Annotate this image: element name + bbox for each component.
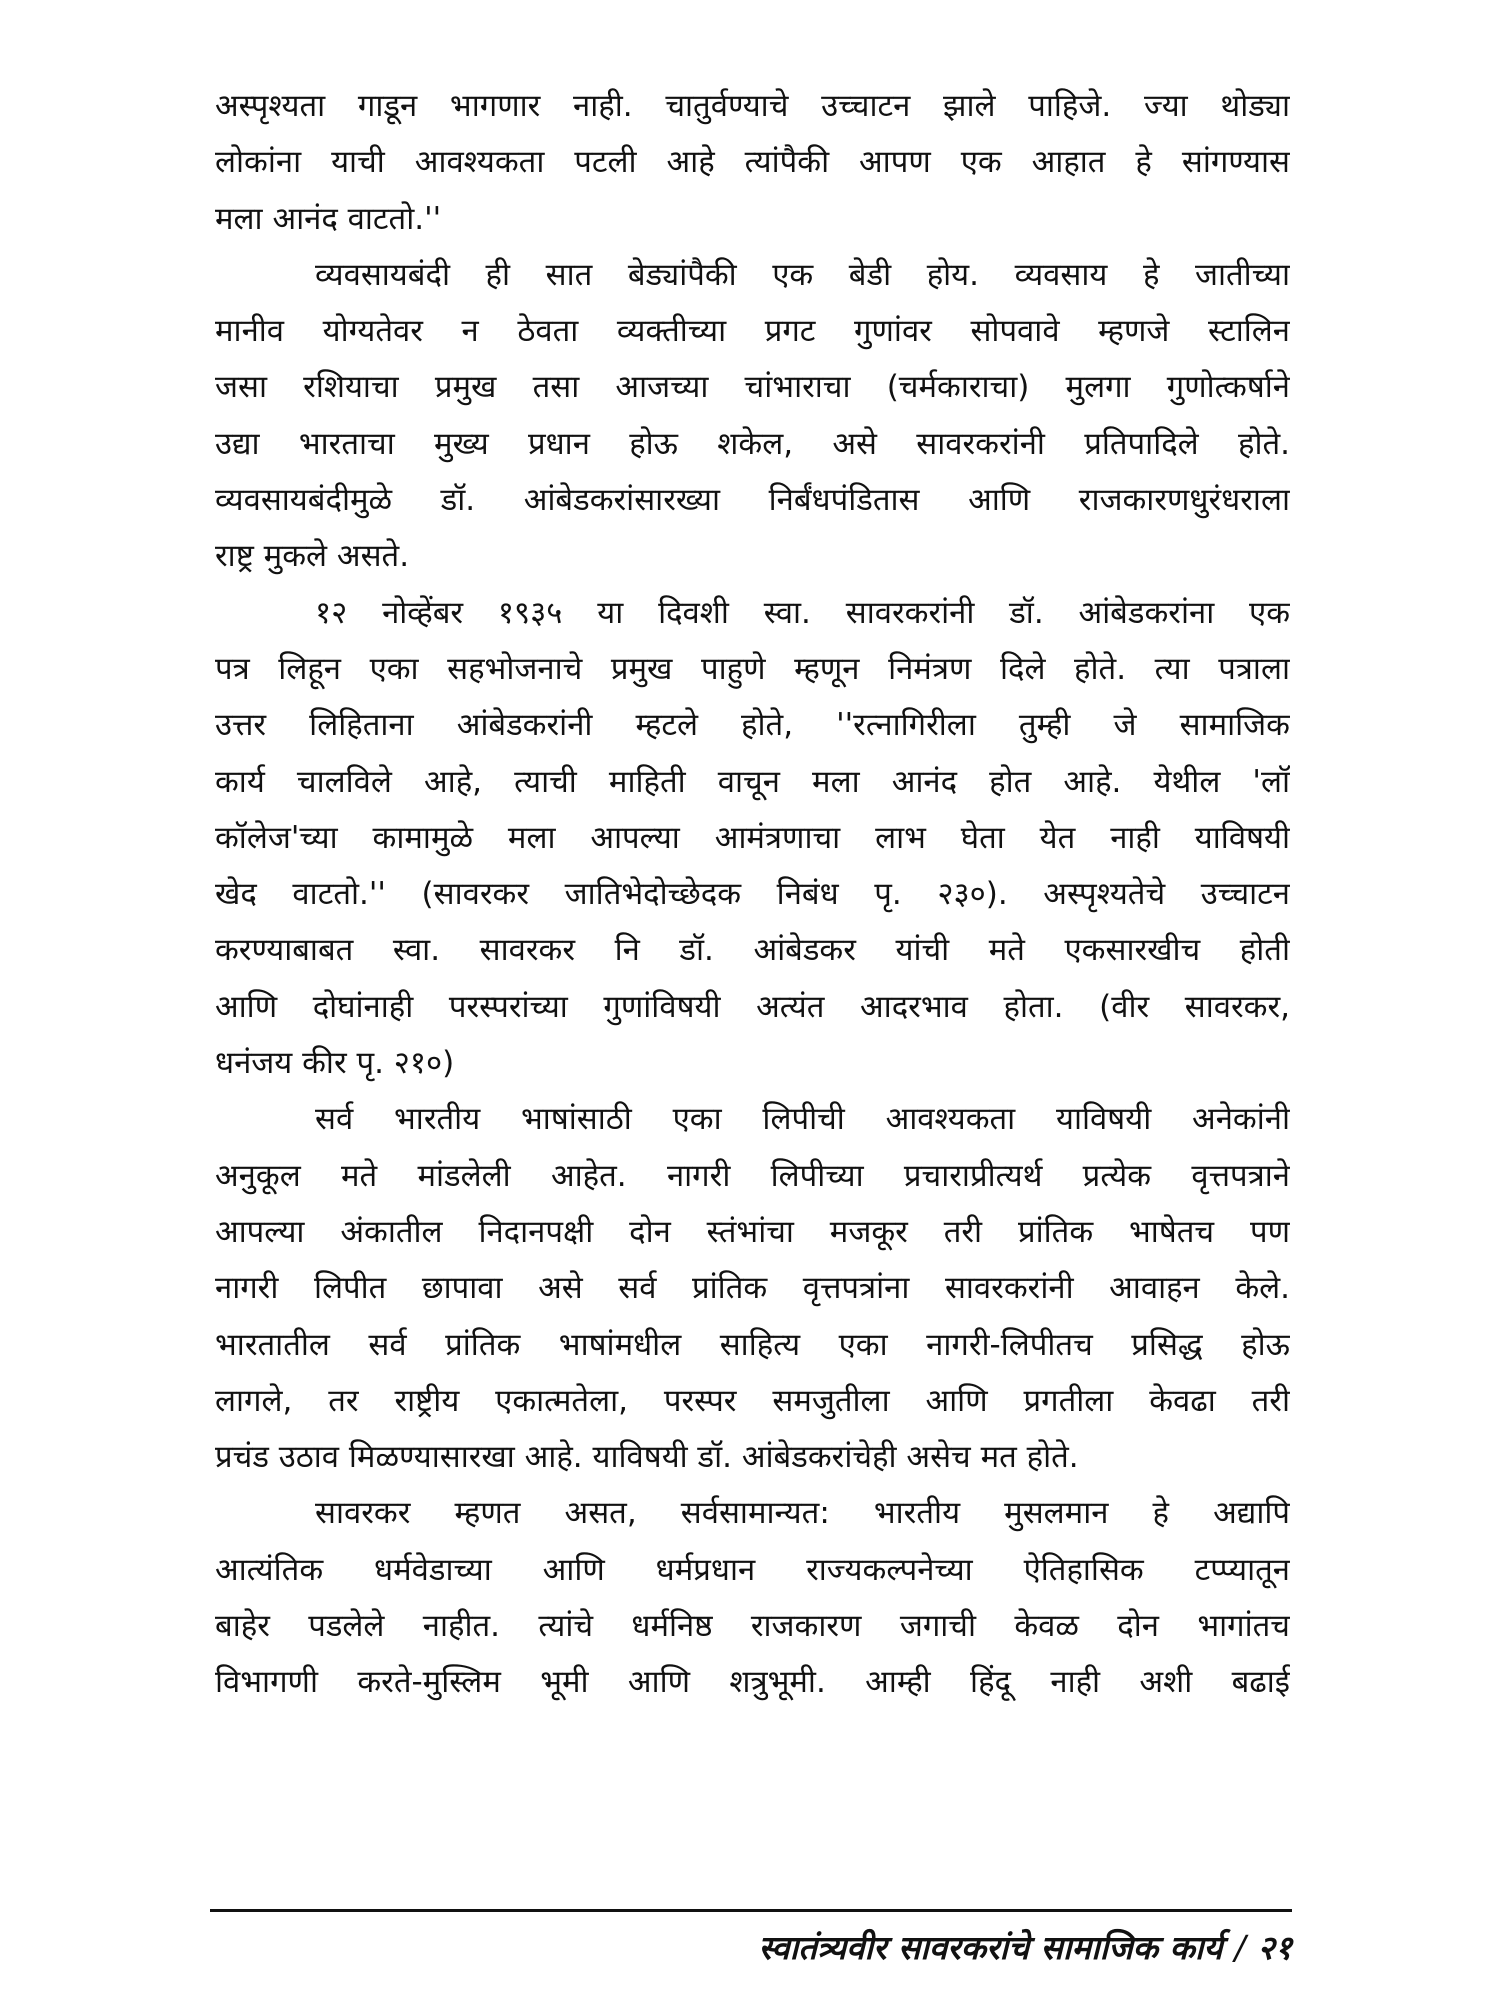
book-title: स्वातंत्र्यवीर सावरकरांचे सामाजिक कार्य: [758, 1928, 1223, 1967]
body-text: [215, 78, 1290, 1711]
text-line: बाहेर पडलेले नाहीत. त्यांचे धर्मनिष्ठ राजकारण जगाची केवळ दोन भागांतच: [215, 1608, 1290, 1645]
text-line: नागरी लिपीत छापावा असे सर्व प्रांतिक वृत्तपत्रांना सावरकरांनी आवाहन केले.: [215, 1270, 1290, 1307]
running-footer: [210, 1926, 1292, 1970]
text-line: आपल्या अंकातील निदानपक्षी दोन स्तंभांचा मजकूर तरी प्रांतिक भाषेतच पण: [215, 1213, 1290, 1250]
text-line: मानीव योग्यतेवर न ठेवता व्यक्तीच्या प्रगट गुणांवर सोपवावे म्हणजे स्टालिन: [215, 313, 1290, 350]
text-line: मला आनंद वाटतो.'': [215, 200, 442, 237]
text-line: खेद वाटतो.'' (सावरकर जातिभेदोच्छेदक निबंध पृ. २३०). अस्पृश्यतेचे उच्चाटन: [215, 876, 1290, 913]
text-line: आत्यंतिक धर्मवेडाच्या आणि धर्मप्रधान राज्यकल्पनेच्या ऐतिहासिक टप्प्यातून: [215, 1551, 1290, 1588]
text-line: करण्याबाबत स्वा. सावरकर नि डॉ. आंबेडकर यांची मते एकसारखीच होती: [215, 932, 1290, 969]
text-line: अस्पृश्यता गाडून भागणार नाही. चातुर्वण्याचे उच्चाटन झाले पाहिजे. ज्या थोड्या: [215, 88, 1290, 124]
text-line: १२ नोव्हेंबर १९३५ या दिवशी स्वा. सावरकरांनी डॉ. आंबेडकरांना एक: [315, 594, 1290, 631]
text-line: सर्व भारतीय भाषांसाठी एका लिपीची आवश्यकता याविषयी अनेकांनी: [315, 1101, 1290, 1138]
text-line: अनुकूल मते मांडलेली आहेत. नागरी लिपीच्या प्रचाराप्रीत्यर्थ प्रत्येक वृत्तपत्राने: [215, 1157, 1290, 1194]
text-line: भारतातील सर्व प्रांतिक भाषांमधील साहित्य एका नागरी-लिपीतच प्रसिद्ध होऊ: [215, 1326, 1290, 1363]
footer-divider: [210, 1909, 1292, 1912]
text-line: व्यवसायबंदीमुळे डॉ. आंबेडकरांसारख्या निर्बंधपंडितास आणि राजकारणधुरंधराला: [215, 482, 1290, 519]
text-line: लागले, तर राष्ट्रीय एकात्मतेला, परस्पर समजुतीला आणि प्रगतीला केवढा तरी: [215, 1382, 1290, 1419]
text-line: व्यवसायबंदी ही सात बेड्यांपैकी एक बेडी होय. व्यवसाय हे जातीच्या: [315, 256, 1290, 293]
text-line: प्रचंड उठाव मिळण्यासारखा आहे. याविषयी डॉ. आंबेडकरांचेही असेच मत होते.: [215, 1439, 1079, 1476]
text-line: धनंजय कीर पृ. २१०): [215, 1045, 455, 1082]
text-line: राष्ट्र मुकले असते.: [215, 538, 410, 575]
footer-separator: /: [1234, 1928, 1246, 1967]
text-line: आणि दोघांनाही परस्परांच्या गुणांविषयी अत्यंत आदरभाव होता. (वीर सावरकर,: [215, 988, 1290, 1025]
text-line: कार्य चालविले आहे, त्याची माहिती वाचून मला आनंद होत आहे. येथील 'लॉ: [215, 763, 1290, 800]
text-line: उत्तर लिहिताना आंबेडकरांनी म्हटले होते, ''रत्नागिरीला तुम्ही जे सामाजिक: [215, 707, 1290, 744]
text-line: सावरकर म्हणत असत, सर्वसामान्यत: भारतीय मुसलमान हे अद्यापि: [315, 1495, 1290, 1532]
text-line: जसा रशियाचा प्रमुख तसा आजच्या चांभाराचा (चर्मकाराचा) मुलगा गुणोत्कर्षाने: [215, 369, 1290, 406]
text-line: लोकांना याची आवश्यकता पटली आहे त्यांपैकी आपण एक आहात हे सांगण्यास: [215, 144, 1290, 181]
text-line: पत्र लिहून एका सहभोजनाचे प्रमुख पाहुणे म्हणून निमंत्रण दिले होते. त्या पत्राला: [215, 650, 1290, 687]
page-number: २१: [1257, 1928, 1292, 1967]
text-line: कॉलेज'च्या कामामुळे मला आपल्या आमंत्रणाचा लाभ घेता येत नाही याविषयी: [215, 819, 1290, 856]
text-line: विभागणी करते-मुस्लिम भूमी आणि शत्रुभूमी. आम्ही हिंदू नाही अशी बढाई: [215, 1664, 1290, 1701]
text-line: उद्या भारताचा मुख्य प्रधान होऊ शकेल, असे सावरकरांनी प्रतिपादिले होते.: [215, 425, 1290, 462]
